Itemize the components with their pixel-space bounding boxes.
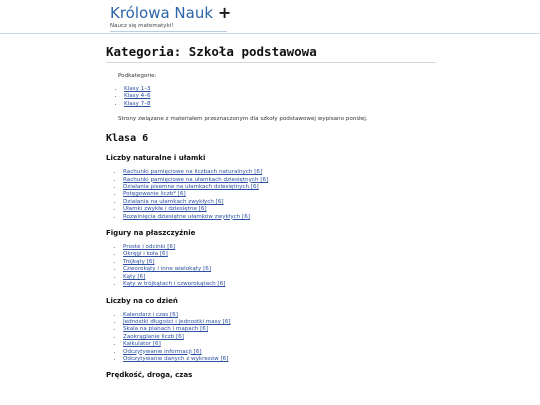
article-link[interactable]: Kąty [6] [123,273,146,280]
section-heading: Liczby naturalne i ułamki [106,154,206,163]
article-link[interactable]: Potęgowanie liczb* [6] [123,191,186,198]
list-item [123,259,436,266]
section-heading: Figury na płaszczyźnie [106,229,196,238]
article-link[interactable]: Rachunki pamięciowe na liczbach naturalnych [6] [123,169,263,176]
list-item [123,169,436,176]
article-link[interactable]: Czworokąty i inne wielokąty [6] [123,266,212,273]
list-item [124,93,436,100]
subcategory-link-1-3[interactable]: Klasy 1–3 [124,86,151,92]
main-content [106,44,436,380]
logo-tagline: Naucz się matematyki! [110,23,174,29]
list-item [123,334,436,341]
section-item-list [123,244,436,288]
list-item [123,326,436,333]
section-item-list [123,312,436,364]
list-item [123,244,436,251]
list-item [124,101,436,108]
plus-icon: + [217,3,232,22]
list-item [123,251,436,258]
list-item [123,274,436,281]
article-link[interactable]: Okręgi i koła [6] [123,251,168,258]
article-link[interactable]: Działania pisemne na ułamkach dziesiętnych [6] [123,184,259,191]
article-link[interactable]: Ułamki zwykłe i dziesiętne [6] [123,206,207,213]
logo-title [110,4,231,22]
section-heading: Liczby na co dzień [106,296,178,305]
section-item-list [123,169,436,221]
logo-title-text: Królowa Nauk [110,4,214,22]
article-link[interactable]: Trójkąty [6] [123,258,155,265]
list-item [123,214,436,221]
intro-text: Strony związane z materiałem przeznaczonym dla szkoły podstawowej wypisano poniżej. [118,116,368,123]
article-link[interactable]: Działania na ułamkach zwykłych [6] [123,198,224,205]
article-link[interactable]: Rozwinięcia dziesiętne ułamków zwykłych [6] [123,213,250,220]
article-link[interactable]: Rachunki pamięciowe na ułamkach dziesiętnych [6] [123,176,269,183]
list-item [123,349,436,356]
subcategory-link-4-6[interactable]: Klasy 4–6 [124,93,151,100]
article-link[interactable]: Skala na planach i mapach [6] [123,326,209,333]
list-item [123,341,436,348]
list-item [123,206,436,213]
section-heading: Prędkość, droga, czas [106,371,193,380]
article-link[interactable]: Jednostki długości i jednostki masy [6] [123,318,231,325]
article-link[interactable]: Kąty w trójkątach i czworokątach [6] [123,281,226,288]
klasa-heading: Klasa 6 [106,133,149,145]
site-header [0,0,540,34]
logo-underline [110,31,227,32]
subcategory-link-7-8[interactable]: Klasy 7–8 [124,100,151,107]
list-item [123,312,436,319]
subcategory-list [124,86,436,108]
article-link[interactable]: Odczytywanie danych z wykresów [6] [123,355,229,362]
article-link[interactable]: Odczytywanie informacji [6] [123,348,202,355]
list-item [123,266,436,273]
list-item [123,177,436,184]
subcategories-label: Podkategorie: [118,73,157,79]
list-item [123,199,436,206]
site-logo[interactable] [110,4,231,32]
article-link[interactable]: Zaokrąglanie liczb [6] [123,333,184,340]
article-link[interactable]: Kalkulator [6] [123,341,161,348]
article-link[interactable]: Kalendarz i czas [6] [123,311,178,318]
article-link[interactable]: Proste i odcinki [6] [123,244,176,251]
page-title: Kategoria: Szkoła podstawowa [106,44,436,63]
list-item [123,319,436,326]
list-item [123,191,436,198]
list-item [123,356,436,363]
list-item [123,281,436,288]
list-item [123,184,436,191]
list-item [124,86,436,93]
